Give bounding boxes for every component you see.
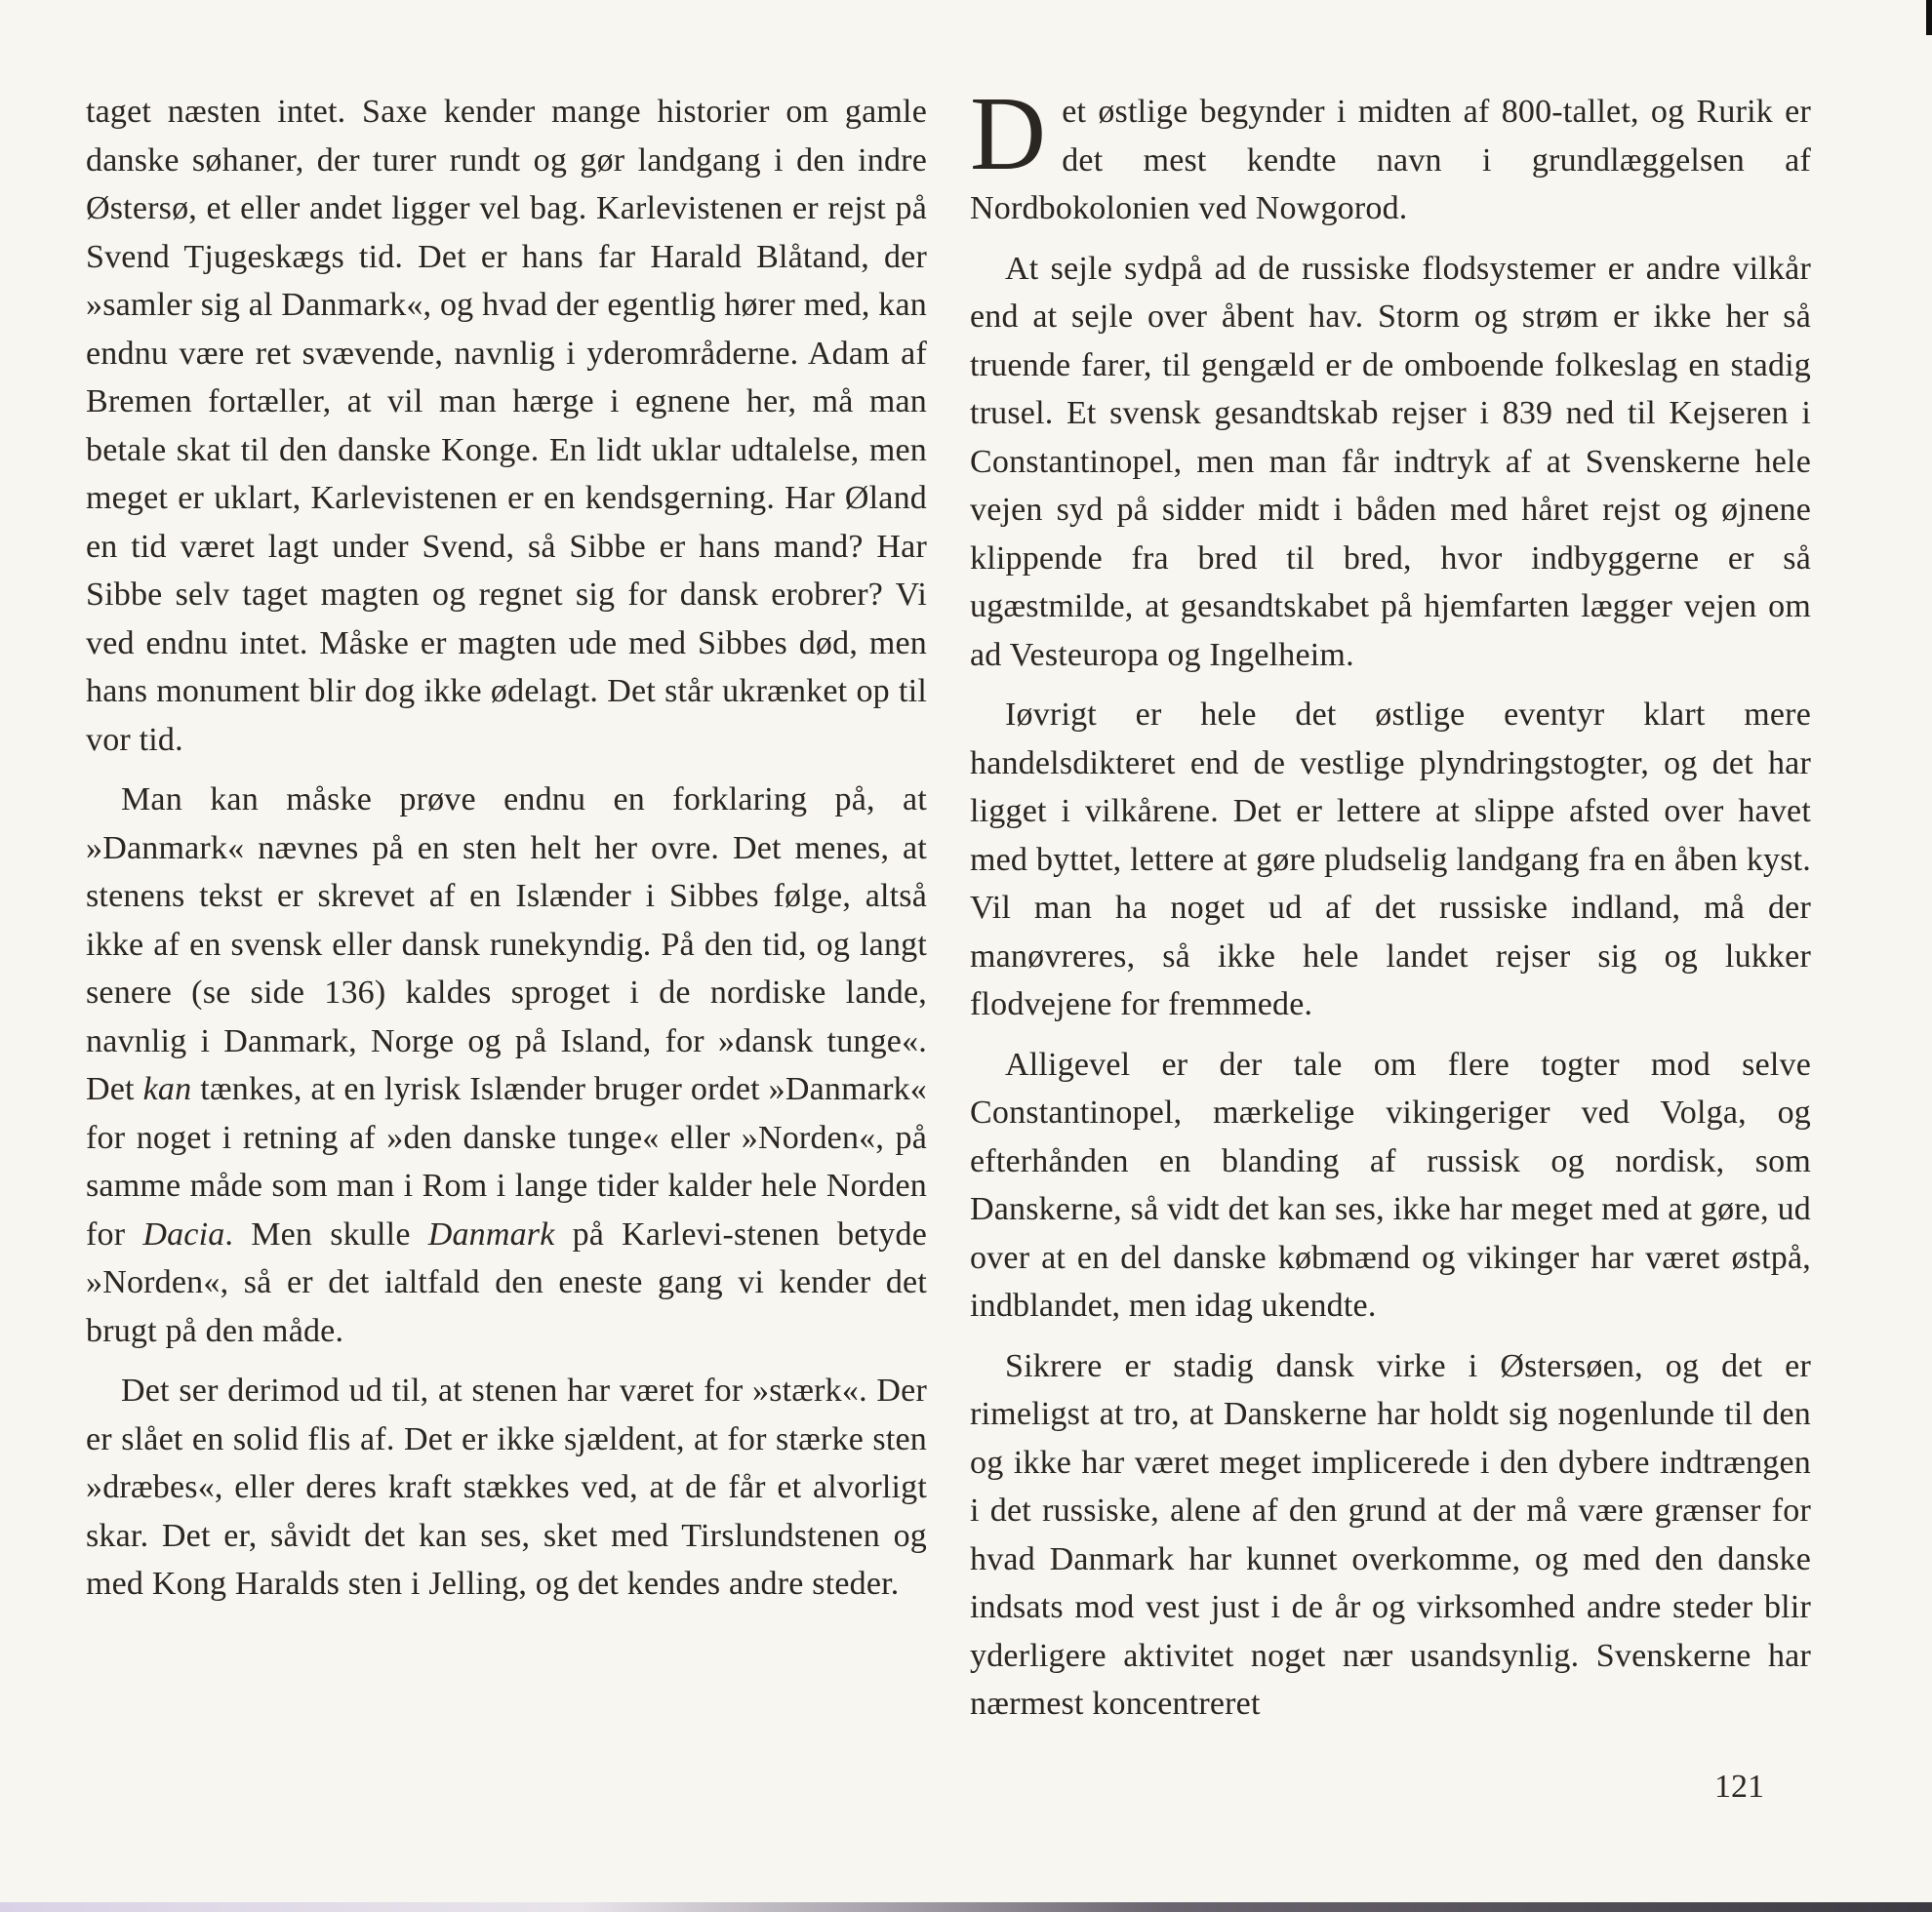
paragraph-with-dropcap: [970, 76, 1811, 233]
italic-word: Dacia: [142, 1215, 225, 1253]
text-run: . Men skulle: [224, 1215, 428, 1253]
paragraph: Alligevel er der tale om flere togter mod selve Constantinopel, mærkelige vikingeriger ved Volga, og efterhånden en blanding af russisk og nordisk, som Danskerne, så vidt det kan ses, ikke har meget med at gøre, ud over at en del danske købmænd og vikinger har været østpå, indblandet, men idag ukendte.: [970, 1046, 1811, 1324]
drop-cap: D: [970, 76, 1047, 192]
paragraph: Iøvrigt er hele det østlige eventyr klart mere handelsdikteret end de vestlige plyndringstogter, og det har ligget i vilkårene. Det er lettere at slippe afsted over havet med byttet, lettere at gøre pludselig landgang fra en åben kyst. Vil man ha noget ud af det russiske indland, må der manøvreres, så ikke hele landet rejser sig og lukker flodvejene for fremmede.: [970, 697, 1811, 1022]
italic-word: kan: [142, 1071, 192, 1107]
paragraph: At sejle sydpå ad de russiske flodsystemer er andre vilkår end at sejle over åbent hav. Storm og strøm er ikke her så truende farer, til gengæld er de omboende folkeslag en stadig trusel. Et svensk gesandtskab rejser i 839 ned til Kejseren i Constantinopel, men man får indtryk af at Svenskerne hele vejen syd på sidder midt i båden med håret rejst og øjnene klippende fra bred til bred, hvor indbyggerne er så ugæstmilde, at gesandtskabet på hjemfarten lægger vejen om ad Vesteuropa og Ingelheim.: [970, 250, 1811, 673]
left-column: [86, 88, 927, 1609]
edge-mark: [1926, 0, 1932, 35]
page-number: 121: [1714, 1769, 1764, 1805]
paragraph: Sikrere er stadig dansk virke i Østersøen, og det er rimeligst at tro, at Danskerne har holdt sig nogenlunde til den og ikke har været meget implicerede i den dybere indtrængen i det russiske, alene af den grund at der må være grænser for hvad Danmark har kunnet overkomme, og med den danske indsats mod vest just i de år og virksomhed andre steder blir yderligere aktivitet noget nær usandsynlig. Svenskerne har nærmest koncentreret: [970, 1347, 1811, 1722]
bottom-edge-strip: [0, 1902, 1932, 1912]
right-column: [970, 76, 1811, 1729]
text-run: tænkes, at en lyrisk Islænder bruger ordet »Danmark« for noget i retning af »den danske tunge« eller »Norden«, på samme måde som man i Rom i lange tider kalder hele Norden for: [86, 1071, 927, 1253]
paragraph: taget næsten intet. Saxe kender mange historier om gamle danske søhaner, der turer rundt og gør landgang i den indre Østersø, et eller andet ligger vel bag. Karlevistenen er rejst på Svend Tjugeskægs tid. Det er hans far Harald Blåtand, der »samler sig al Danmark«, og hvad der egentlig hører med, kan endnu være ret svævende, navnlig i yderområderne. Adam af Bremen fortæller, at vil man hærge i egnene her, må man betale skat til den danske Konge. En lidt uklar udtalelse, men meget er uklart, Karlevistenen er en kendsgerning. Har Øland en tid været lagt under Svend, så Sibbe er hans mand? Har Sibbe selv taget magten og regnet sig for dansk erobrer? Vi ved endnu intet. Måske er magten ude med Sibbes død, men hans monument blir dog ikke ødelagt. Det står ukrænket op til vor tid.: [86, 94, 927, 758]
italic-word: Danmark: [427, 1215, 555, 1253]
text-run: et østlige begynder i midten af 800-tallet, og Rurik er det mest kendte navn i grundlæggelsen af Nordbokolonien ved Nowgorod.: [970, 94, 1811, 226]
text-run: Man kan måske prøve endnu en forklaring på, at »Danmark« nævnes på en sten helt her ovre. Det menes, at stenens tekst er skrevet af en Islænder i Sibbes følge, altså ikke af en svensk eller dansk runekyndig. På den tid, og langt senere (se side 136) kaldes sproget i de nordiske lande, navnlig i Danmark, Norge og på Island, for »dansk tunge«. Det: [86, 781, 927, 1107]
paragraph: Det ser derimod ud til, at stenen har været for »stærk«. Der er slået en solid flis af. Det er ikke sjældent, at for stærke sten »dræbes«, eller deres kraft stækkes ved, at de får et alvorligt skar. Det er, såvidt det kan ses, sket med Tirslundstenen og med Kong Haralds sten i Jelling, og det kendes andre steder.: [86, 1373, 927, 1602]
text-run: på Karlevi-stenen betyde »Norden«, så er det ialtfald den eneste gang vi kender det brugt på den måde.: [86, 1215, 928, 1349]
paragraph: [86, 776, 927, 1355]
